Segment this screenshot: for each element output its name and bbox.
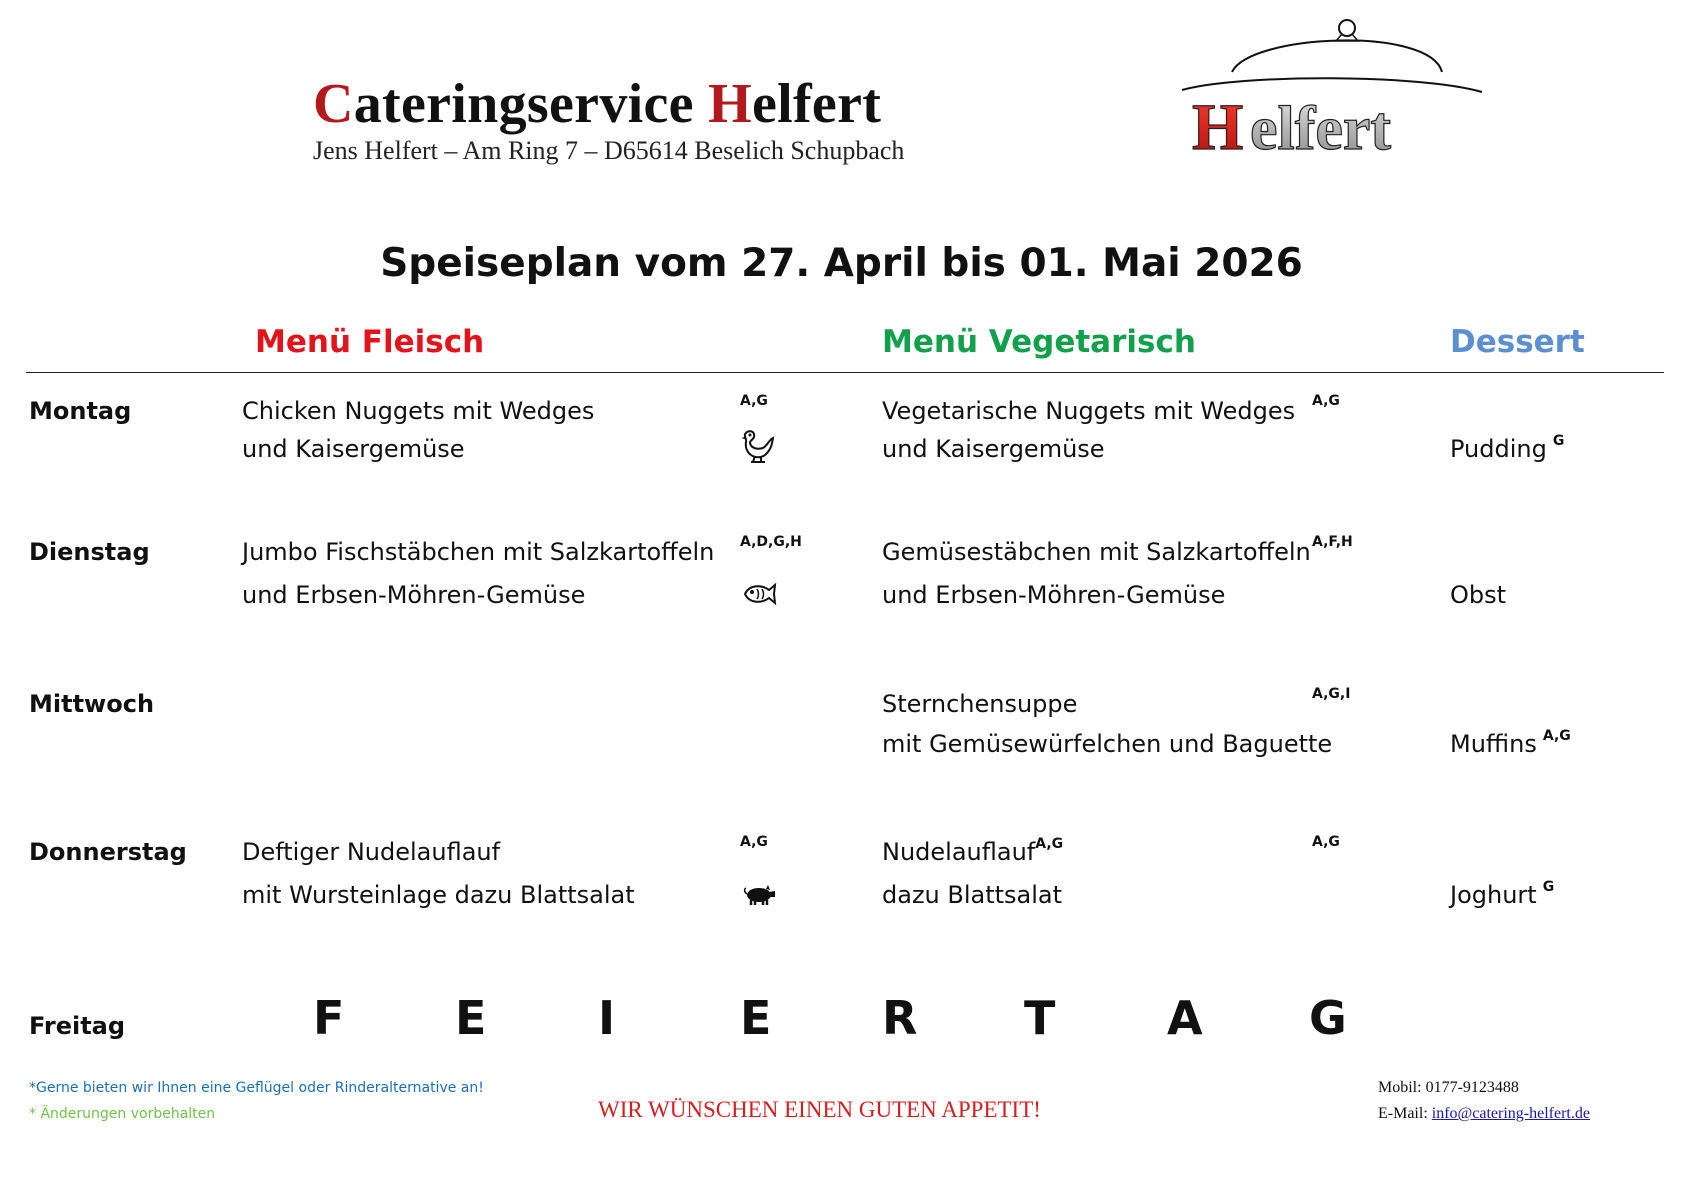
meat-allergens: A,G [740,393,768,409]
veg-dish-line1-allergens: A,G [1035,836,1064,852]
dessert-item [1450,434,1564,468]
holiday-letter: G [1309,991,1347,1045]
dessert-label: Obst [1450,581,1507,609]
veg-dish-line2: mit Gemüsewürfelchen und Baguette [882,730,1333,758]
veg-dish-line1: Vegetarische Nuggets mit Wedges [882,397,1296,425]
company-name-part2: elfert [751,73,882,135]
veg-dish-line1 [882,837,1063,871]
company-initial-c: C [313,73,354,135]
veg-dish-line1-text: Nudelauflauf [882,838,1036,866]
company-name-part1: ateringservice [353,73,709,135]
fish-icon [741,576,777,612]
chicken-icon [741,428,777,464]
veg-dish-line1: Sternchensuppe [882,690,1078,718]
holiday-letter: I [598,991,616,1045]
meat-allergens: A,D,G,H [740,534,802,550]
meat-dish-line2: mit Wursteinlage dazu Blattsalat [242,881,635,909]
day-label-mittwoch: Mittwoch [29,690,155,718]
svg-text:H: H [1192,91,1244,164]
meat-dish-line1: Chicken Nuggets mit Wedges [242,397,595,425]
column-header-fleisch: Menü Fleisch [255,324,485,360]
company-name [313,72,881,136]
company-address: Jens Helfert – Am Ring 7 – D65614 Beselich Schupbach [313,136,905,165]
veg-allergens: A,G,I [1312,686,1351,702]
email-link[interactable]: info@catering-helfert.de [1431,1105,1590,1122]
column-header-dessert: Dessert [1450,324,1585,360]
greeting-text: WIR WÜNSCHEN EINEN GUTEN APPETIT! [598,1097,1041,1122]
dessert-allergens: A,G [1542,728,1571,744]
dessert-allergens: G [1552,433,1565,449]
veg-allergens: A,G [1312,834,1340,850]
helfert-logo [1180,14,1500,164]
contact-email [1378,1105,1590,1123]
meat-dish-line1: Deftiger Nudelauflauf [242,838,501,866]
meat-dish-line2: und Erbsen-Möhren-Gemüse [242,581,586,609]
day-label-freitag: Freitag [29,1012,126,1040]
day-label-montag: Montag [29,397,132,425]
dessert-allergens: G [1542,879,1555,895]
dessert-item [1450,880,1554,914]
pig-icon [741,876,777,912]
meat-allergens: A,G [740,834,768,850]
header-divider [26,372,1664,373]
footer-note-changes: * Änderungen vorbehalten [29,1106,216,1122]
dessert-label: Muffins [1450,730,1537,758]
day-label-donnerstag: Donnerstag [29,838,187,866]
holiday-letter: F [313,991,345,1045]
holiday-letter: T [1024,991,1056,1045]
holiday-letter: A [1167,991,1203,1045]
meat-dish-line2: und Kaisergemüse [242,435,465,463]
footer-note-alternative: *Gerne bieten wir Ihnen eine Geflügel oder Rinderalternative an! [29,1080,484,1096]
holiday-letter: E [740,991,772,1045]
contact-mobile: Mobil: 0177-9123488 [1378,1079,1519,1096]
dessert-item [1450,580,1506,610]
veg-dish-line2: dazu Blattsalat [882,881,1063,909]
dessert-item [1450,729,1571,763]
veg-dish-line1: Gemüsestäbchen mit Salzkartoffeln [882,538,1311,566]
day-label-dienstag: Dienstag [29,538,150,566]
veg-allergens: A,F,H [1312,534,1353,550]
page-title: Speiseplan vom 27. April bis 01. Mai 2026 [380,241,1303,286]
veg-dish-line2: und Kaisergemüse [882,435,1105,463]
contact-email-label: E-Mail: [1378,1105,1432,1122]
svg-text:elfert: elfert [1250,95,1392,163]
holiday-letter: R [882,991,918,1045]
company-initial-h: H [708,73,752,135]
dessert-label: Joghurt [1450,881,1537,909]
column-header-vegetarisch: Menü Vegetarisch [882,324,1196,360]
holiday-letter: E [455,991,487,1045]
dessert-label: Pudding [1450,435,1547,463]
veg-dish-line2: und Erbsen-Möhren-Gemüse [882,581,1226,609]
veg-allergens: A,G [1312,393,1340,409]
meat-dish-line1: Jumbo Fischstäbchen mit Salzkartoffeln [242,538,715,566]
